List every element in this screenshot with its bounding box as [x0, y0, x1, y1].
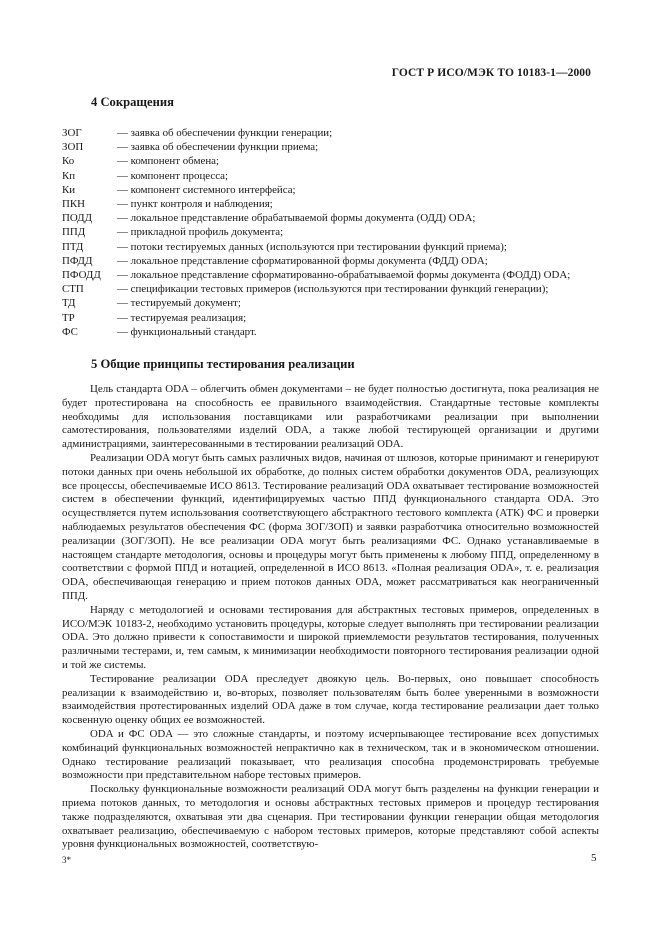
abbreviation-term: Кп: [62, 169, 76, 182]
abbreviation-term: ПКН: [62, 198, 85, 211]
abbreviation-definition: — тестируемый документ;: [117, 297, 241, 310]
abbreviation-term: ППД: [62, 226, 86, 239]
abbreviation-row: [62, 268, 602, 282]
section-5-title: 5 Общие принципы тестирования реализации: [91, 357, 355, 371]
abbreviation-term: ЗОП: [62, 141, 84, 154]
abbreviation-term: ПФДД: [62, 254, 93, 267]
abbreviation-definition: — заявка об обеспечении функции генерации;: [117, 127, 333, 139]
abbreviation-term: ПФОДД: [62, 269, 101, 282]
body-paragraph: Реализации ODA могут быть самых различных видов, начиная от шлюзов, которые принимают и генерируют потоки данных при очень небольшой их обработке, до полных систем обработки документов ODA, реализующих все процессы, обеспечиваемые ИСО 8613. Тестирование реализаций ODA охватывает тестирование возможностей систем в обеспечении функций, идентифицируемых частью ППД функционального стандарта ODA. Это осуществляется путем использования соответствующего абстрактного тестового комплекта (АТК) ФС и проверки наблюдаемых результатов обеспечения ФС (форма ЗОГ/ЗОП) и заявки разработчика относительно возможностей реализации (ЗОГ/ЗОП). Не все реализации ODA могут быть реализациями ФС. Однако устанавливаемые в настоящем стандарте методология, основы и процедуры могут быть применены к любому ППД, определенному в соответствии с формой ППД и нотацией, определенной в ИСО 8613. «Полная реализация ODA», т. е. реализация ODA, обеспечивающая генерацию и прием потоков данных ODA, может рассматриваться как неограниченный ППД.: [62, 451, 599, 602]
abbreviation-term: СТП: [62, 283, 84, 296]
abbreviation-row: [62, 126, 602, 140]
abbreviation-row: [62, 211, 602, 225]
abbreviation-term: Ко: [62, 155, 75, 168]
abbreviation-row: [62, 154, 602, 168]
abbreviation-row: [62, 311, 602, 325]
abbreviation-definition: — локальное представление сформатированно-обрабатываемой формы документа (ФОДД) ODA;: [117, 269, 571, 282]
body-paragraph: Поскольку функциональные возможности реализаций ODA могут быть разделены на функции генерации и приема потоков данных, то методология и основы абстрактных тестовых примеров и процедур тестирования также подразделяются, охватывая эти два сценария. При тестировании функции генерации общая методология охватывает реализацию, обеспечиваемую с набором тестовых примеров, которые представляют собой аспекты уровня функциональных возможностей, соответствую-: [62, 783, 599, 851]
abbreviation-definition: — компонент системного интерфейса;: [117, 183, 296, 196]
abbreviation-definition: — прикладной профиль документа;: [117, 226, 284, 239]
abbreviation-definition: — заявка об обеспечении функции приема;: [117, 141, 319, 154]
abbreviation-term: Ки: [62, 183, 76, 196]
abbreviations-list: [62, 126, 602, 339]
abbreviation-row: [62, 325, 602, 339]
abbreviation-row: [62, 240, 602, 254]
body-paragraph: Цель стандарта ODA – облегчить обмен документами – не будет полностью достигнута, пока реализация не будет протестирована на способность ее правильного взаимодействия. Стандартные тестовые комплекты необходимы для использования поставщиками или разработчиками реализации при выполнении самотестирования, пользователями изделий ODA, а также любой тестирующей организации и другими администрациями, заинтересованными в тестировании реализаций ODA.: [62, 383, 599, 451]
abbreviation-term: ТР: [62, 311, 75, 324]
abbreviation-term: ЗОГ: [62, 127, 82, 139]
abbreviation-definition: — компонент процесса;: [117, 169, 229, 182]
abbreviation-row: [62, 197, 602, 211]
abbreviation-definition: — спецификации тестовых примеров (используются при тестировании функций генерации);: [117, 283, 549, 296]
signature-mark: 3*: [62, 855, 71, 865]
section-4-title: 4 Сокращения: [91, 95, 174, 109]
abbreviation-row: [62, 254, 602, 268]
abbreviation-definition: — пункт контроля и наблюдения;: [117, 198, 273, 211]
section-5-body: [62, 383, 599, 852]
abbreviation-term: ПТД: [62, 240, 84, 253]
abbreviation-definition: — локальное представление обрабатываемой формы документа (ОДД) ODA;: [117, 212, 476, 225]
abbreviation-definition: — компонент обмена;: [117, 155, 220, 168]
body-paragraph: Наряду с методологией и основами тестирования для абстрактных тестовых примеров, определенных в ИСО/МЭК 10183-2, необходимо установить процедуры, которые следует выполнять при тестировании реализации ODA. Это должно привести к сопоставимости и широкой приемлемости результатов тестирования, полученных различными тестерами, и, тем самым, к минимизации необходимости повторного тестирования реализации одной и той же системы.: [62, 603, 599, 671]
body-paragraph: Тестирование реализации ODA преследует двоякую цель. Во-первых, оно повышает способность реализации к взаимодействию и, во-вторых, позволяет пользователям быть более уверенными в возможности взаимодействия протестированных изделий ODA даже в том случае, когда тестирование реализации дает только косвенную оценку общих ее возможностей.: [62, 672, 599, 727]
abbreviation-definition: — тестируемая реализация;: [117, 311, 247, 324]
standard-header: ГОСТ Р ИСО/МЭК ТО 10183-1—2000: [391, 67, 591, 79]
abbreviation-term: ПОДД: [62, 212, 93, 225]
abbreviation-definition: — локальное представление сформатированной формы документа (ФДД) ODA;: [117, 254, 488, 267]
abbreviation-row: [62, 169, 602, 183]
abbreviation-row: [62, 225, 602, 239]
abbreviation-definition: — функциональный стандарт.: [117, 325, 257, 338]
abbreviation-term: ФС: [62, 325, 78, 338]
abbreviation-row: [62, 183, 602, 197]
page-number: 5: [591, 852, 597, 864]
abbreviation-definition: — потоки тестируемых данных (используются при тестировании функций приема);: [117, 240, 507, 253]
abbreviation-term: ТД: [62, 297, 76, 310]
abbreviation-row: [62, 296, 602, 310]
body-paragraph: ODA и ФС ODA — это сложные стандарты, и поэтому исчерпывающее тестирование всех допустимых комбинаций функциональных возможностей непрактично как в техническом, так и в экономическом отношении. Однако тестирование реализаций показывает, что реализация способна продемонстрировать требуемые возможности при представительном наборе тестовых примеров.: [62, 727, 599, 782]
abbreviation-row: [62, 282, 602, 296]
abbreviation-row: [62, 140, 602, 154]
